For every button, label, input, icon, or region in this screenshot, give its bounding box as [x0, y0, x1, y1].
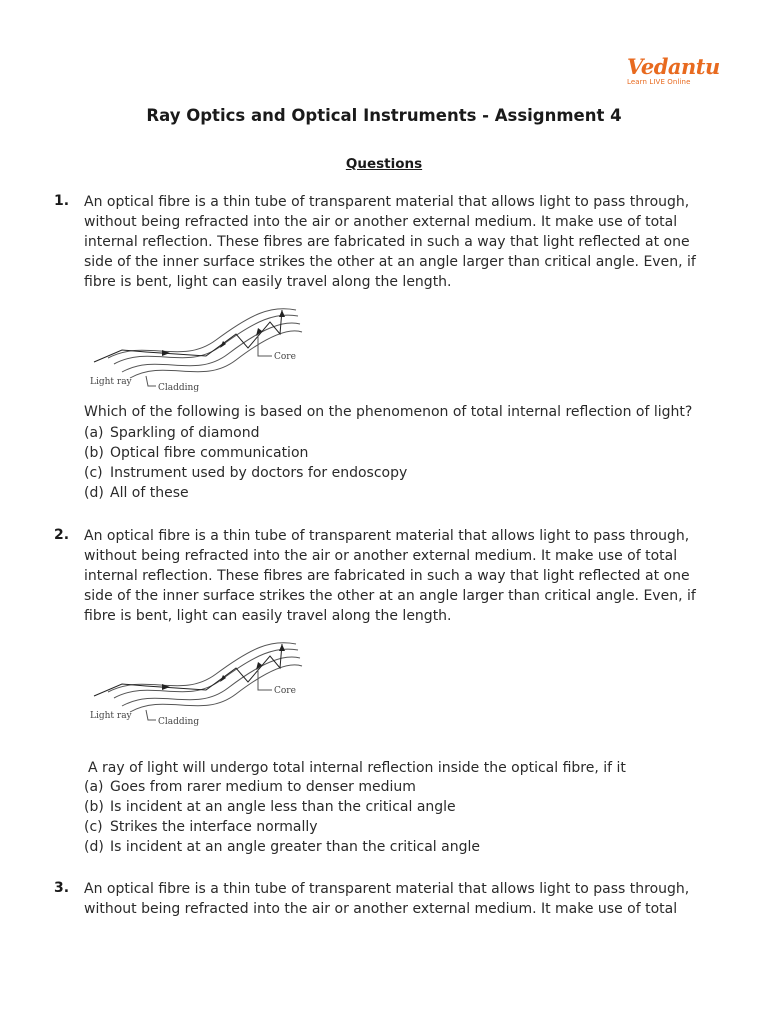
passage-line: internal reflection. These fibres are fabricated in such a way that light reflected at one	[84, 568, 690, 584]
question-1-number: 1.	[54, 193, 70, 209]
passage-line: without being refracted into the air or another external medium. It make use of total	[84, 214, 678, 230]
option-label: (b)	[84, 445, 104, 461]
passage-line: side of the inner surface strikes the other at an angle larger than critical angle. Even, if	[84, 588, 696, 604]
logo-wordmark: Vedantu	[627, 54, 720, 79]
option-label: (c)	[84, 465, 103, 481]
option-d	[84, 837, 480, 857]
vedantu-logo	[627, 54, 720, 88]
optical-fibre-svg	[86, 634, 306, 730]
option-label: (a)	[84, 425, 104, 441]
question-2-number: 2.	[54, 527, 70, 543]
question-1-stem: Which of the following is based on the phenomenon of total internal reflection of light?	[84, 404, 693, 420]
option-c	[84, 463, 407, 483]
option-text: All of these	[110, 485, 189, 501]
option-text: Is incident at an angle less than the critical angle	[110, 799, 456, 815]
passage-line: An optical fibre is a thin tube of transparent material that allows light to pass through,	[84, 528, 690, 544]
option-label: (d)	[84, 839, 104, 855]
question-2-passage	[84, 526, 710, 626]
question-1-options	[84, 423, 407, 503]
option-text: Goes from rarer medium to denser medium	[110, 779, 416, 795]
optical-fibre-diagram-2	[86, 634, 306, 730]
passage-line: An optical fibre is a thin tube of transparent material that allows light to pass through,	[84, 881, 690, 897]
passage-line: fibre is bent, light can easily travel along the length.	[84, 608, 452, 624]
optical-fibre-svg	[86, 300, 306, 396]
question-2-stem: A ray of light will undergo total internal reflection inside the optical fibre, if it	[88, 760, 626, 776]
page-title: Ray Optics and Optical Instruments - Assignment 4	[146, 106, 622, 125]
label-core: Core	[274, 686, 296, 696]
logo-tagline: Learn LIVE Online	[627, 78, 691, 86]
question-1-passage	[84, 192, 710, 292]
passage-line: without being refracted into the air or another external medium. It make use of total	[84, 548, 678, 564]
label-core: Core	[274, 352, 296, 362]
option-label: (b)	[84, 799, 104, 815]
option-a	[84, 423, 407, 443]
passage-line: An optical fibre is a thin tube of transparent material that allows light to pass through,	[84, 194, 690, 210]
question-3-passage	[84, 879, 710, 919]
option-text: Strikes the interface normally	[110, 819, 318, 835]
optical-fibre-diagram-1	[86, 300, 306, 396]
option-text: Sparkling of diamond	[110, 425, 260, 441]
passage-line: without being refracted into the air or another external medium. It make use of total	[84, 901, 678, 917]
option-a	[84, 777, 480, 797]
option-text: Optical fibre communication	[110, 445, 309, 461]
questions-heading: Questions	[345, 156, 423, 172]
option-d	[84, 483, 407, 503]
option-text: Is incident at an angle greater than the critical angle	[110, 839, 480, 855]
option-label: (c)	[84, 819, 103, 835]
label-cladding: Cladding	[158, 383, 200, 393]
label-light-ray: Light ray	[90, 377, 132, 387]
question-3-number: 3.	[54, 880, 70, 896]
option-label: (a)	[84, 779, 104, 795]
option-b	[84, 797, 480, 817]
option-c	[84, 817, 480, 837]
passage-line: side of the inner surface strikes the other at an angle larger than critical angle. Even, if	[84, 254, 696, 270]
option-b	[84, 443, 407, 463]
passage-line: fibre is bent, light can easily travel along the length.	[84, 274, 452, 290]
option-text: Instrument used by doctors for endoscopy	[110, 465, 408, 481]
option-label: (d)	[84, 485, 104, 501]
label-cladding: Cladding	[158, 717, 200, 727]
passage-line: internal reflection. These fibres are fabricated in such a way that light reflected at one	[84, 234, 690, 250]
question-2-options	[84, 777, 480, 857]
label-light-ray: Light ray	[90, 711, 132, 721]
